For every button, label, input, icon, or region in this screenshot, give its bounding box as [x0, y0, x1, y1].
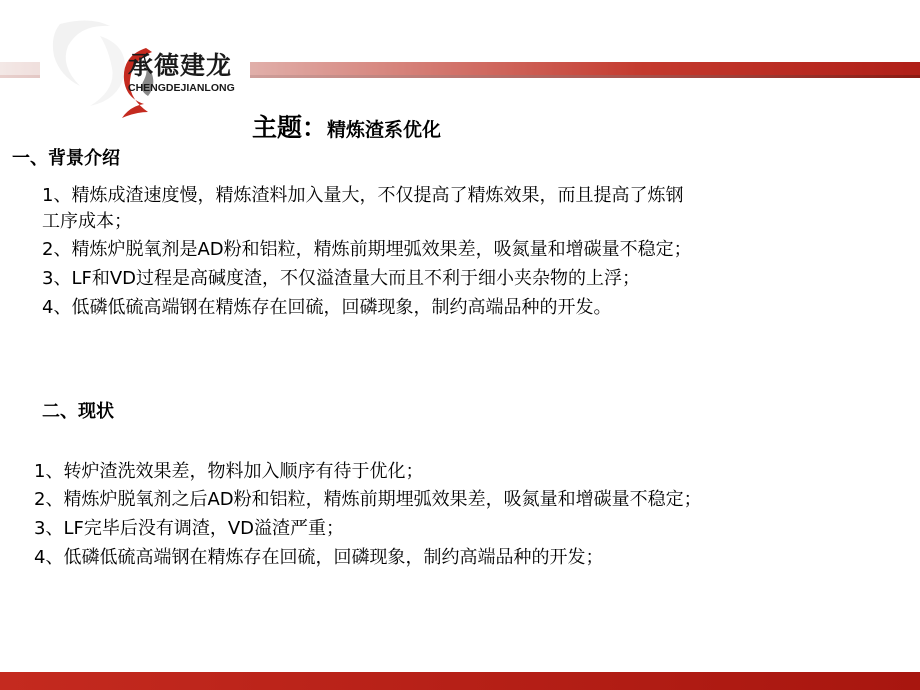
list-item: 工序成本； — [42, 211, 132, 232]
list-item: 4、低磷低硫高端钢在精炼存在回硫，回磷现象，制约高端品种的开发； — [34, 547, 604, 568]
title-main: 主题： — [252, 113, 328, 142]
section-heading-background: 一、背景介绍 — [12, 148, 120, 169]
footer-rule — [0, 672, 920, 690]
title-subject: 精炼渣系优化 — [327, 119, 442, 141]
section-heading-status: 二、现状 — [42, 401, 114, 422]
logo-name-cn: 承德建龙 — [128, 51, 233, 80]
list-item: 2、精炼炉脱氧剂是AD粉和铝粒，精炼前期埋弧效果差，吸氮量和增碳量不稳定； — [42, 239, 692, 260]
list-item: 4、低磷低硫高端钢在精炼存在回硫，回磷现象，制约高端品种的开发。 — [42, 297, 612, 318]
list-item: 3、LF和VD过程是高碱度渣，不仅溢渣量大而且不利于细小夹杂物的上浮； — [42, 268, 641, 289]
list-item: 1、精炼成渣速度慢，精炼渣料加入量大，不仅提高了精炼效果，而且提高了炼钢 — [42, 185, 684, 206]
list-item: 2、精炼炉脱氧剂之后AD粉和铝粒，精炼前期埋弧效果差，吸氮量和增碳量不稳定； — [34, 489, 702, 510]
slide-title — [252, 108, 441, 144]
logo-name-en: CHENGDEJIANLONG — [128, 82, 235, 94]
list-item: 3、LF完毕后没有调渣，VD溢渣严重； — [34, 518, 345, 539]
list-item: 1、转炉渣洗效果差，物料加入顺序有待于优化； — [34, 461, 424, 482]
